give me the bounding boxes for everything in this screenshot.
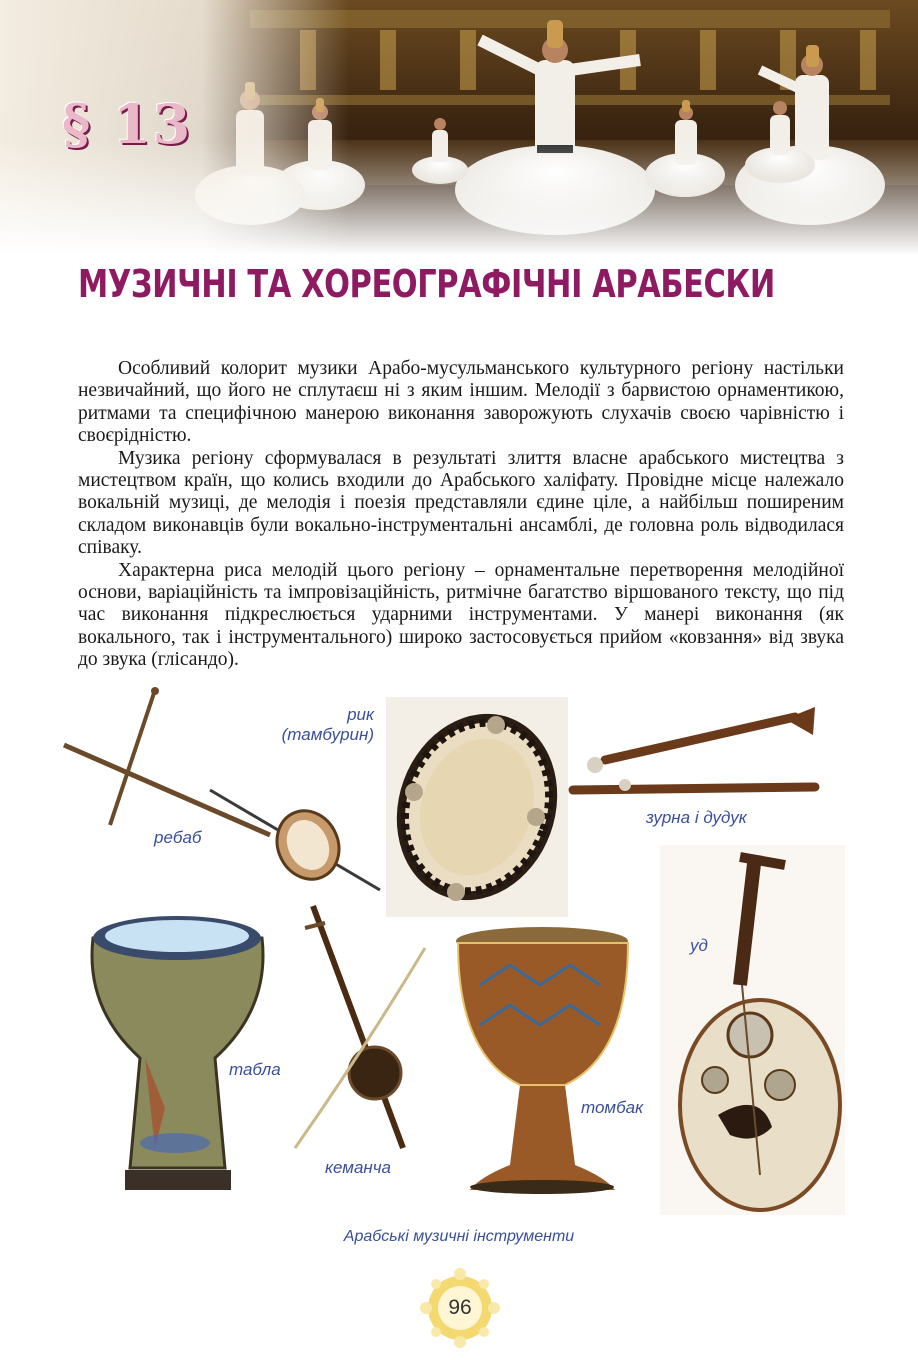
page-number: 96	[448, 1296, 472, 1319]
riq-label	[276, 705, 374, 745]
tabla-label: табла	[229, 1060, 281, 1079]
body-text	[78, 358, 844, 672]
riq-label-note: (тамбурин)	[281, 725, 374, 744]
paragraph-2: Музика регіону сформувалася в результаті злиття власне арабського мистецтва з мистецтвом країн, що колись входили до Арабського халіфату. Провідне місце належало вокальній музиці, де мелодія і поезія представляли єдине ціле, а найбільш поширеним складом виконавців були вокально-інструментальні ансамблі, де головна роль відводилася співаку.	[78, 447, 844, 559]
ud-image	[660, 845, 845, 1215]
rebab-label: ребаб	[154, 828, 202, 847]
kemancha-label: кеманча	[325, 1158, 392, 1177]
tabla-image	[85, 908, 270, 1198]
ud-label: уд	[690, 936, 708, 955]
riq-label-name: рик	[347, 705, 374, 724]
paragraph-3: Характерна риса мелодій цього регіону – орнаментальне перетворення мелодійної основи, варіаційність та імпровізаційність, ритмічне багатство віршованого тексту, що під час виконання підкреслюється ударними інструментами. У манері виконання (як вокального, так і інструментального) широко застосовується прийом «ковзання» від звука до звука (глісандо).	[78, 559, 844, 671]
paragraph-1: Особливий колорит музики Арабо-мусульманського культурного регіону настільки незвичайний, що його не сплутаєш ні з яким іншим. Мелодії з барвистою орнаментикою, ритмами та специфічною манерою виконання заворожують слухачів своєю чарівністю і своєрідністю.	[78, 358, 844, 447]
zurna-duduk-image	[565, 705, 820, 805]
tombak-image	[450, 925, 635, 1197]
figure-caption: Арабські музичні інструменти	[343, 1228, 575, 1245]
page-number-badge	[420, 1268, 500, 1348]
section-badge: § 13	[62, 92, 193, 156]
riq-image	[386, 697, 568, 917]
kemancha-image	[285, 898, 435, 1163]
tombak-label: томбак	[581, 1098, 644, 1117]
page-title: МУЗИЧНІ ТА ХОРЕОГРАФІЧНІ АРАБЕСКИ	[78, 262, 775, 306]
zurna-duduk-label: зурна і дудук	[646, 808, 747, 827]
